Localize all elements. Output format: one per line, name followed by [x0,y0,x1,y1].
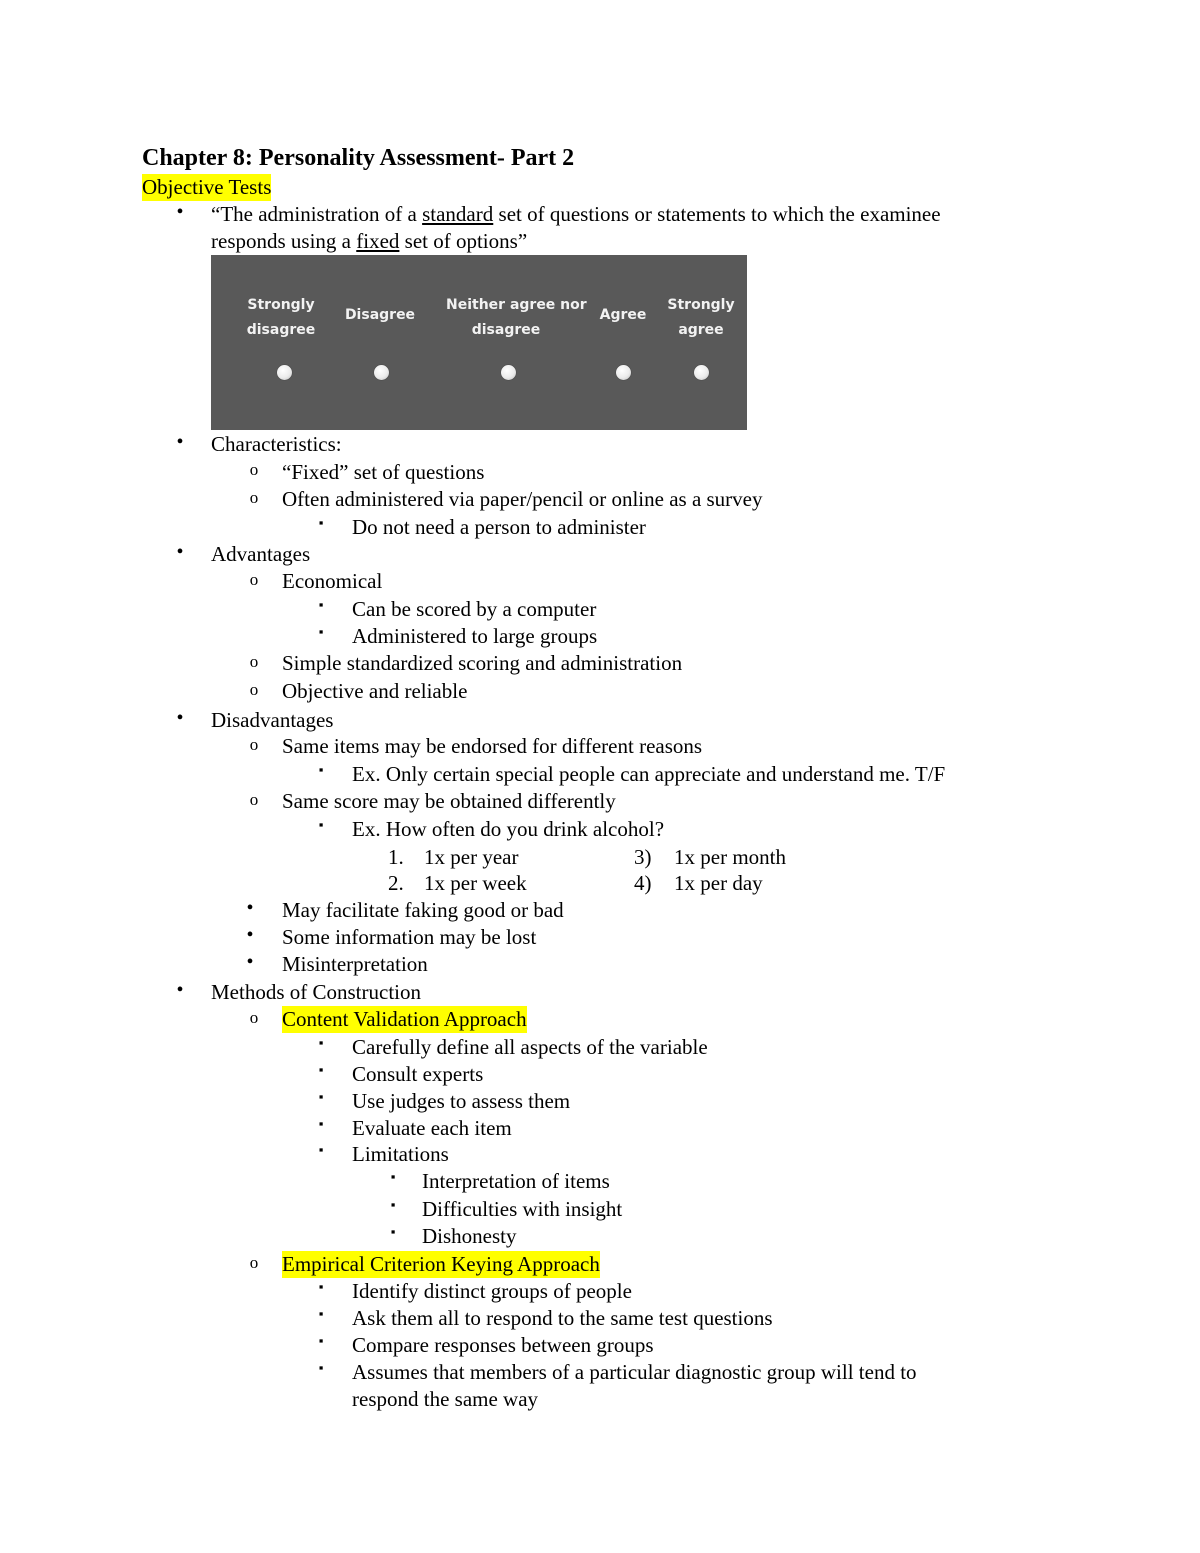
list-item: Same score may be obtained differently [282,789,616,813]
bullet-marker: • [176,541,184,563]
page-title: Chapter 8: Personality Assessment- Part 2 [142,145,575,171]
list-item: Assumes that members of a particular diagnostic group will tend to [352,1360,917,1384]
bullet-marker: o [249,652,259,671]
list-item: Advantages [211,542,311,566]
option-number: 1. [388,845,404,869]
list-item: Simple standardized scoring and administration [282,651,683,675]
list-item: Ask them all to respond to the same test questions [352,1306,773,1330]
list-item: May facilitate faking good or bad [282,898,564,922]
bullet-marker: ▪ [318,1089,324,1104]
bullet-marker: ▪ [390,1197,396,1212]
bullet-marker: ▪ [318,762,324,777]
bullet-marker: o [249,1253,259,1272]
definition-middle-text: set of questions or statements to which the examinee [493,202,941,226]
list-item: Dishonesty [422,1224,517,1248]
likert-label-disagree: Disagree [344,307,416,323]
list-item: Same items may be endorsed for different reasons [282,734,703,758]
list-item: Compare responses between groups [352,1333,654,1357]
list-item: Use judges to assess them [352,1089,571,1113]
likert-label-agree: Agree [599,307,647,323]
bullet-marker: ▪ [318,597,324,612]
likert-radio-strongly-disagree[interactable] [277,365,292,380]
likert-radio-neutral[interactable] [501,365,516,380]
bullet-marker: ▪ [318,1116,324,1131]
definition-open-text: “The administration of a [211,202,423,226]
option-number: 3) [634,845,652,869]
bullet-marker: ▪ [390,1224,396,1239]
highlighted-content-validation-approach: Content Validation Approach [282,1007,527,1031]
bullet-marker: • [176,979,184,1001]
bullet-marker: ▪ [390,1169,396,1184]
definition-line-1 [211,201,941,228]
list-item: Often administered via paper/pencil or online as a survey [282,487,763,511]
bullet-marker: • [246,897,254,919]
option-text: 1x per week [424,871,527,895]
list-item-continuation: respond the same way [352,1387,539,1411]
bullet-marker: o [249,460,259,479]
bullet-marker: o [249,790,259,809]
likert-radio-strongly-agree[interactable] [694,365,709,380]
bullet-marker: o [249,488,259,507]
bullet-marker: ▪ [318,1360,324,1375]
list-item: Difficulties with insight [422,1197,623,1221]
bullet-marker: ▪ [318,515,324,530]
bullet-marker: • [176,201,184,223]
option-text: 1x per year [424,845,519,869]
bullet-marker: o [249,1008,259,1027]
list-item: Consult experts [352,1062,484,1086]
bullet-marker: • [176,707,184,729]
likert-radio-agree[interactable] [616,365,631,380]
bullet-marker: • [246,924,254,946]
bullet-marker: o [249,680,259,699]
list-item: Some information may be lost [282,925,537,949]
section-heading-objective-tests: Objective Tests [142,175,272,199]
list-item: Ex. How often do you drink alcohol? [352,817,665,841]
likert-label-neutral: Neither agree nor disagree [446,297,587,338]
option-text: 1x per day [674,871,763,895]
definition-underlined-standard: standard [422,202,494,226]
bullet-marker: ▪ [318,1142,324,1157]
list-item: “Fixed” set of questions [282,460,485,484]
bullet-marker: • [246,951,254,973]
option-number: 2. [388,871,404,895]
option-text: 1x per month [674,845,786,869]
bullet-marker: o [249,570,259,589]
list-item: Misinterpretation [282,952,428,976]
likert-label-strongly-disagree: Strongly disagree [246,297,316,338]
list-item: Evaluate each item [352,1116,512,1140]
list-item: Objective and reliable [282,679,468,703]
bullet-marker: ▪ [318,1333,324,1348]
bullet-marker: ▪ [318,624,324,639]
list-item: Economical [282,569,383,593]
list-item: Limitations [352,1142,449,1166]
list-item: Do not need a person to administer [352,515,646,539]
list-item: Carefully define all aspects of the variable [352,1035,708,1059]
list-item: Identify distinct groups of people [352,1279,632,1303]
bullet-marker: ▪ [318,1062,324,1077]
list-item: Characteristics: [211,432,342,456]
list-item: Can be scored by a computer [352,597,597,621]
highlighted-empirical-criterion-keying-approach: Empirical Criterion Keying Approach [282,1252,600,1276]
likert-label-strongly-agree: Strongly agree [667,297,735,338]
bullet-marker: ▪ [318,1279,324,1294]
list-item: Disadvantages [211,708,334,732]
bullet-marker: ▪ [318,1035,324,1050]
likert-radio-disagree[interactable] [374,365,389,380]
option-number: 4) [634,871,652,895]
bullet-marker: • [176,431,184,453]
definition-line2-text: responds using a [211,229,357,253]
list-item: Ex. Only certain special people can appreciate and understand me. T/F [352,762,946,786]
definition-close-text: set of options” [399,229,528,253]
list-item: Interpretation of items [422,1169,610,1193]
likert-scale-image [211,255,747,430]
list-item: Methods of Construction [211,980,421,1004]
bullet-marker: ▪ [318,1306,324,1321]
bullet-marker: ▪ [318,817,324,832]
bullet-marker: o [249,735,259,754]
definition-line-2 [211,228,527,255]
list-item: Administered to large groups [352,624,598,648]
definition-underlined-fixed: fixed [356,229,400,253]
